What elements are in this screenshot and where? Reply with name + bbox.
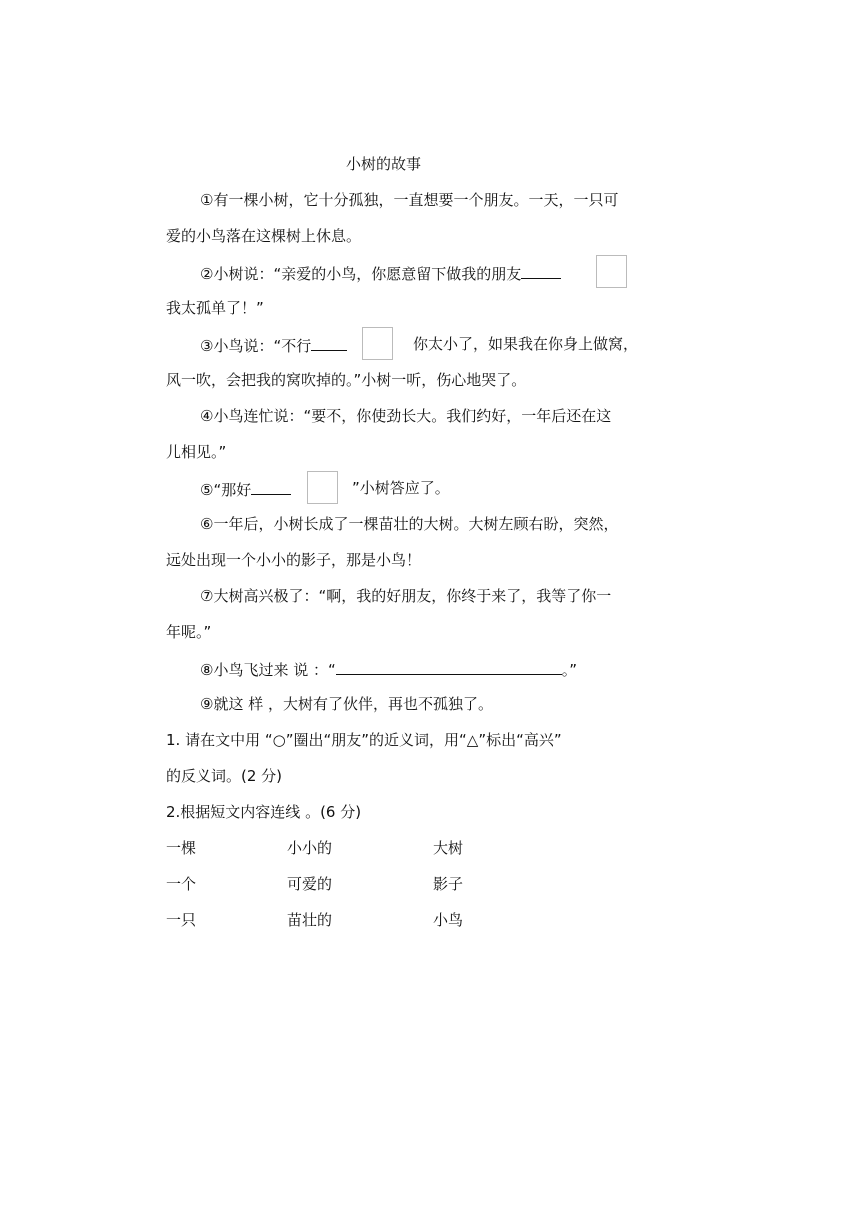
answer-blank[interactable] — [311, 334, 347, 351]
paragraph-8-text-a: ⑧小鸟飞过来 说 ：“ — [200, 661, 336, 679]
match-item-col2-1[interactable]: 小小的 — [287, 839, 333, 857]
paragraph-3-line-2: 风一吹，会把我的窝吹掉的。”小树一听，伤心地哭了。 — [166, 371, 527, 389]
match-item-col1-1[interactable]: 一棵 — [166, 839, 197, 857]
question-2: 2.根据短文内容连线 。(6 分) — [166, 803, 362, 821]
paragraph-5-text-b: ”小树答应了。 — [352, 479, 450, 497]
match-item-col1-2[interactable]: 一个 — [166, 875, 197, 893]
paragraph-6-line-1: ⑥一年后，小树长成了一棵苗壮的大树。大树左顾右盼，突然， — [200, 515, 619, 533]
answer-blank-long[interactable] — [336, 658, 562, 675]
paragraph-6-line-2: 远处出现一个小小的影子，那是小鸟！ — [166, 551, 422, 569]
paragraph-4-line-2: 儿相见。” — [166, 443, 227, 461]
match-item-col1-3[interactable]: 一只 — [166, 911, 197, 929]
paragraph-5-text-a: ⑤“那好 — [200, 481, 252, 499]
paragraph-1-line-2: 爱的小鸟落在这棵树上休息。 — [166, 227, 362, 245]
paragraph-2-text: ②小树说：“亲爱的小鸟，你愿意留下做我的朋友 — [200, 265, 522, 283]
match-item-col2-3[interactable]: 苗壮的 — [287, 911, 333, 929]
match-item-col3-1[interactable]: 大树 — [433, 839, 464, 857]
paragraph-4-line-1: ④小鸟连忙说：“要不，你使劲长大。我们约好，一年后还在这 — [200, 407, 612, 425]
question-1-line-1: 1. 请在文中用 “○”圈出“朋友”的近义词，用“△”标出“高兴” — [166, 731, 562, 749]
paragraph-1-line-1: ①有一棵小树，它十分孤独，一直想要一个朋友。一天，一只可 — [200, 191, 619, 209]
answer-blank[interactable] — [251, 478, 291, 495]
paragraph-3-line-1 — [200, 334, 347, 356]
paragraph-3-text-a: ③小鸟说：“不行 — [200, 337, 312, 355]
paragraph-2-line-1 — [200, 262, 561, 284]
punctuation-box[interactable] — [362, 327, 393, 360]
answer-blank[interactable] — [521, 262, 561, 279]
paragraph-3-text-b: 你太小了，如果我在你身上做窝， — [413, 335, 639, 353]
paragraph-7-line-2: 年呢。” — [166, 623, 212, 641]
question-1-line-2: 的反义词。(2 分) — [166, 767, 283, 785]
paragraph-5-line-1 — [200, 478, 291, 500]
match-item-col3-2[interactable]: 影子 — [433, 875, 464, 893]
paragraph-8-text-b: 。” — [561, 661, 578, 679]
paragraph-9: ⑨就这 样 ，大树有了伙伴，再也不孤独了。 — [200, 695, 493, 713]
match-item-col3-3[interactable]: 小鸟 — [433, 911, 464, 929]
paragraph-8-line-1 — [200, 658, 577, 680]
story-title: 小树的故事 — [346, 155, 422, 173]
paragraph-7-line-1: ⑦大树高兴极了：“啊，我的好朋友，你终于来了，我等了你一 — [200, 587, 612, 605]
punctuation-box[interactable] — [307, 471, 338, 504]
punctuation-box[interactable] — [596, 255, 627, 288]
match-item-col2-2[interactable]: 可爱的 — [287, 875, 333, 893]
paragraph-2-line-2: 我太孤单了！” — [166, 299, 264, 317]
